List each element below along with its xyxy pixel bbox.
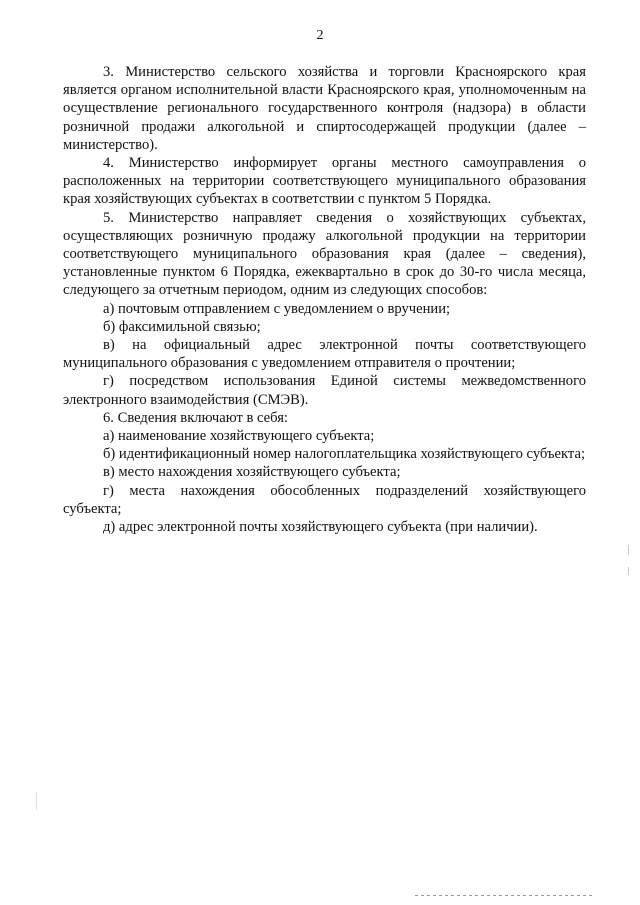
list-item-5a: а) почтовым отправлением с уведомлением о вручении;	[103, 300, 451, 317]
scan-artifact-mark	[628, 567, 629, 575]
paragraph-4: 4. Министерство информирует органы местного самоуправления о расположенных на территории соответствующего муниципального образования края хозяйствующих субъектах в соответствии с пунктом 5 Порядка.	[63, 155, 586, 208]
list-item-5v: в) на официальный адрес электронной почты соответствующего муниципального образования с уведомлением отправителя о прочтении;	[63, 337, 586, 372]
document-body	[63, 63, 586, 536]
list-item-5b: б) факсимильной связью;	[103, 318, 261, 335]
list-item-6v: в) место нахождения хозяйствующего субъекта;	[103, 464, 401, 481]
paragraph-3: 3. Министерство сельского хозяйства и торговли Красноярского края является органом исполнительной власти Красноярского края, уполномоченным на осуществление регионального государственного контроля (надзора) в области розничной продажи алкогольной и спиртосодержащей продукции (далее – министерство).	[63, 64, 586, 153]
page-number: 2	[316, 28, 324, 43]
paragraph-5: 5. Министерство направляет сведения о хозяйствующих субъектах, осуществляющих розничную продажу алкогольной продукции на территории соответствующего муниципального образования края (далее – сведения), установленные пунктом 6 Порядка, ежеквартально в срок до 30-го числа месяца, следующего за отчетным периодом, одним из следующих способов:	[63, 209, 586, 299]
list-item-6a: а) наименование хозяйствующего субъекта;	[103, 428, 375, 445]
list-item-5g: г) посредством использования Единой системы межведомственного электронного взаимодействия (СМЭВ).	[63, 373, 586, 408]
scan-artifact-mark	[628, 545, 629, 555]
scan-artifact-mark	[36, 792, 37, 810]
scan-artifact-line	[415, 895, 595, 896]
paragraph-6: 6. Сведения включают в себя:	[103, 409, 288, 426]
list-item-6g: г) места нахождения обособленных подразделений хозяйствующего субъекта;	[63, 482, 586, 517]
list-item-6d: д) адрес электронной почты хозяйствующего субъекта (при наличии).	[103, 519, 538, 536]
list-item-6b: б) идентификационный номер налогоплательщика хозяйствующего субъекта;	[103, 446, 585, 463]
